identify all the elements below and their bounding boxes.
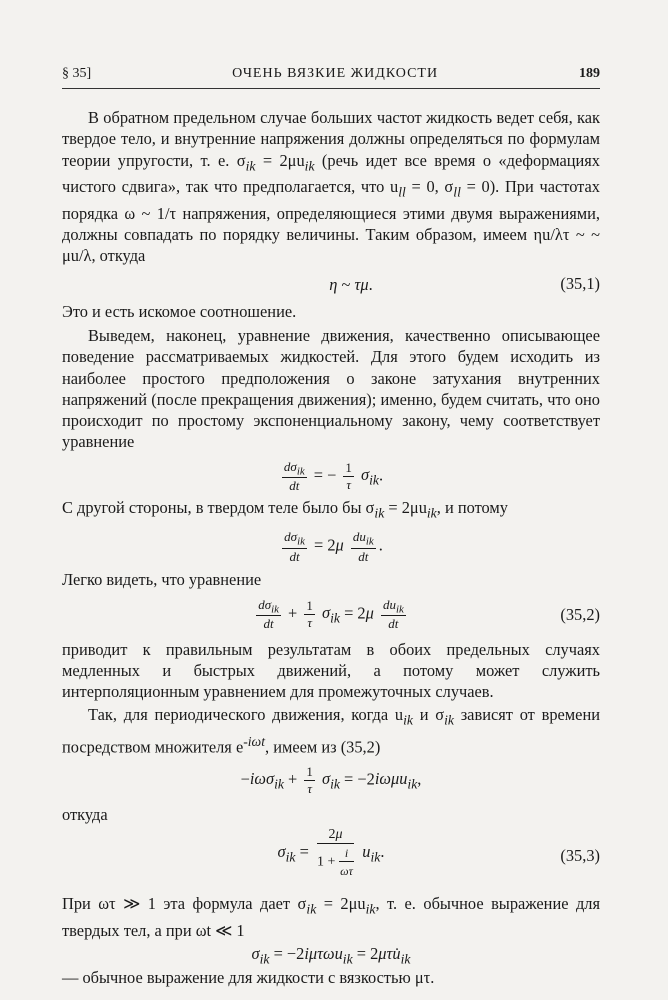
- equation-body: $\frac{d\sigma_{ik}}{dt}$ = 2μ $\frac{du_{ik}}{dt}$ .: [284, 529, 383, 564]
- equation-periodic: [62, 758, 600, 804]
- equation-decay: [62, 453, 600, 497]
- running-header: [62, 66, 600, 89]
- equation-label: (35,2): [560, 604, 600, 624]
- paragraph-4: С другой стороны, в твердом теле было бы $\sigma_{ik} = 2\mu u_{ik}$, и потому: [62, 497, 508, 520]
- equation-label: (35,1): [560, 273, 600, 293]
- book-page: [62, 66, 600, 988]
- equation-body: $\frac{d\sigma_{ik}}{dt}$ = − $\frac{1}{\tau}$ $\sigma_{ik}$.: [283, 458, 384, 494]
- equation-label: (35,3): [560, 846, 600, 866]
- equation-fluid: [62, 941, 600, 967]
- paragraph-1: В обратном предельном случае больших частот жидкость ведет себя, как твердое тело, и внутренние напряжения должны определяться по формулам теории упругости, т. е. $\sigma_{ik} = 2\mu u_{ik}$ (речь идет все время о «деформациях чистого сдвига», так что предполагается, что $u_{ll} = 0$, $\sigma_{ll} = 0$). При частотах порядка ω ~ 1/τ напряжения, определяющиеся этими двумя выражениями, должны совпадать по порядку величины. Таким образом, имеем ηu/λτ ~ ~ μu/λ, откуда: [62, 108, 601, 266]
- equation-body: −iωσ$_{ik}$ + $\frac{1}{\tau}$ $\sigma_{ik} = -2i\omega\mu u_{ik}$,: [240, 763, 422, 796]
- equation-35-1: [62, 267, 600, 301]
- equation-35-2: [62, 591, 600, 639]
- equation-35-3: [62, 825, 600, 887]
- equation-body: η ~ τμ.: [329, 274, 373, 294]
- paragraph-8: откуда: [62, 804, 108, 824]
- equation-body: $\frac{d\sigma_{ik}}{dt}$ + $\frac{1}{\tau}$ $\sigma_{ik} = 2\mu$ $\frac{du_{ik}}{dt}$: [258, 596, 404, 632]
- equation-body: $\sigma_{ik}$ = 2μ 1 + $\frac{i}{\omega\tau}$ $u_{ik}$.: [277, 827, 385, 879]
- paragraph-2: Это и есть искомое соотношение.: [62, 301, 297, 321]
- paragraph-5: Легко видеть, что уравнение: [62, 570, 262, 590]
- equation-body: $\sigma_{ik} = -2i\mu\tau\omega u_{ik}$ = $2\mu\tau u̇_{ik}$: [251, 944, 411, 967]
- chapter-title: ОЧЕНЬ ВЯЗКИЕ ЖИДКОСТИ: [232, 66, 439, 81]
- section-marker: § 35]: [62, 66, 92, 81]
- paragraph-9: При ωτ ≫ 1 эта формула дает $\sigma_{ik} = 2\mu u_{ik}$, т. е. обычное выражение для твердых тел, а при ωt ≪ 1: [62, 894, 601, 940]
- equation-solid: [62, 523, 600, 569]
- paragraph-3: Выведем, наконец, уравнение движения, качественно описывающее поведение рассматриваемых жидкостей. Для этого будем исходить из наиболее простого предположения о законе затухания внутренних напряжений (после прекращения движения); именно, будем считать, что оно происходит по простому экспоненциальному закону, чему соответствует уравнение: [62, 325, 600, 452]
- paragraph-10: — обычное выражение для жидкости с вязкостью μτ.: [62, 968, 435, 987]
- paragraph-7: Так, для периодического движения, когда $u_{ik}$ и $\sigma_{ik}$ зависят от времени посредством множителя $e^{-i\omega t}$, имеем из (35,2): [62, 705, 600, 757]
- page-number: 189: [578, 66, 600, 81]
- paragraph-6: приводит к правильным результатам в обоих предельных случаях медленных и быстрых движений, а потому может служить интерполяционным уравнением для промежуточных случаев.: [62, 639, 600, 702]
